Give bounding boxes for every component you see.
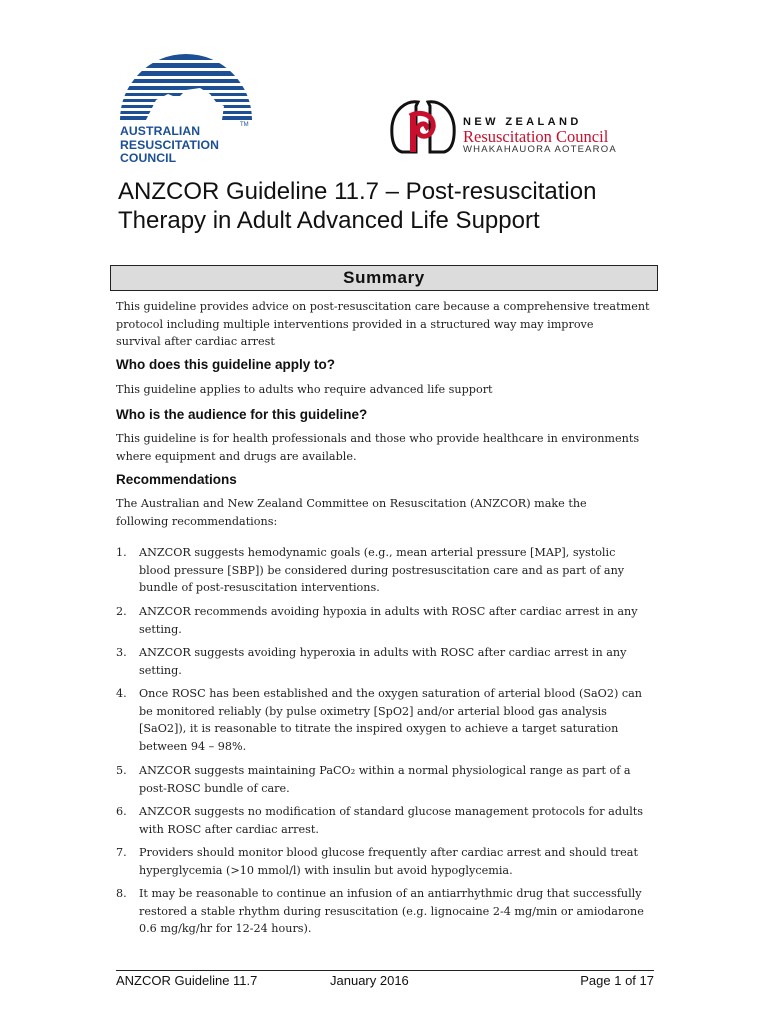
recommendation-line: restored a stable rhythm during resuscitation (e.g. lignocaine 2-4 mg/min or amiodarone <box>139 904 644 918</box>
nzrc-line-2: Resuscitation Council <box>463 127 609 146</box>
recommendation-line: ANZCOR suggests hemodynamic goals (e.g., mean arterial pressure [MAP], systolic <box>139 546 616 559</box>
recommendation-line: It may be reasonable to continue an infusion of an antiarrhythmic drug that successfully <box>139 887 642 900</box>
arc-line-2: RESUSCITATION <box>120 137 220 152</box>
recommendation-number: 3. <box>116 646 127 659</box>
recommendation-line: ANZCOR recommends avoiding hypoxia in adults with ROSC after cardiac arrest in any <box>139 605 638 618</box>
recommendation-line: [SaO2]), it is reasonable to titrate the inspired oxygen to achieve a target saturation <box>139 722 619 735</box>
intro-paragraph <box>116 298 652 351</box>
audience-line: where equipment and drugs are available. <box>116 449 357 463</box>
recommendation-number: 5. <box>116 764 127 777</box>
audience-paragraph <box>116 430 652 465</box>
recommendation-number: 4. <box>116 687 127 700</box>
footer-document-name: ANZCOR Guideline 11.7 <box>116 973 258 988</box>
recommendation-number: 2. <box>116 605 127 618</box>
recommendation-line: ANZCOR suggests maintaining PaCO₂ within a normal physiological range as part of a <box>139 764 631 777</box>
recommendation-line: with ROSC after cardiac arrest. <box>139 822 319 836</box>
title-line-2: Therapy in Adult Advanced Life Support <box>118 207 540 234</box>
who-applies-heading: Who does this guideline apply to? <box>116 357 335 372</box>
recommendation-line: setting. <box>139 622 182 636</box>
recommendation-number: 1. <box>116 546 127 559</box>
title-line-1: ANZCOR Guideline 11.7 – Post-resuscitation <box>118 178 597 205</box>
recommendation-line: bundle of post-resuscitation interventions. <box>139 581 380 594</box>
recommendation-line: ANZCOR suggests avoiding hyperoxia in adults with ROSC after cardiac arrest in any <box>139 646 627 659</box>
recommendation-number: 7. <box>116 846 127 859</box>
audience-line: This guideline is for health professionals and those who provide healthcare in environments <box>116 432 640 445</box>
recommendation-number: 8. <box>116 887 127 900</box>
summary-heading: Summary <box>110 265 658 291</box>
footer-page-number: Page 1 of 17 <box>580 973 654 988</box>
nzrc-line-1: NEW ZEALAND <box>463 116 582 128</box>
page-title <box>118 177 658 235</box>
page-footer <box>116 970 654 989</box>
audience-heading: Who is the audience for this guideline? <box>116 407 368 422</box>
intro-line: protocol including multiple interventions provided in a structured way may improve <box>116 317 594 331</box>
recommendations-intro-line: The Australian and New Zealand Committee on Resuscitation (ANZCOR) make the <box>116 497 587 510</box>
who-applies-text: This guideline applies to adults who require advanced life support <box>116 383 493 396</box>
recommendation-line: blood pressure [SBP]) be considered during postresuscitation care and as part of any <box>139 563 625 577</box>
recommendation-line: Once ROSC has been established and the oxygen saturation of arterial blood (SaO2) can <box>139 687 643 700</box>
recommendation-line: hyperglycemia (>10 mmol/l) with insulin but avoid hypoglycemia. <box>139 863 513 877</box>
recommendation-line: 0.6 mg/kg/hr for 12-24 hours). <box>139 922 312 935</box>
recommendation-line: setting. <box>139 663 182 677</box>
recommendations-intro-line: following recommendations: <box>116 514 278 528</box>
recommendation-line: between 94 – 98%. <box>139 739 247 753</box>
nzrc-logo-wordmark <box>463 116 617 155</box>
trademark-mark: TM <box>240 122 249 128</box>
recommendation-number: 6. <box>116 805 127 818</box>
nzrc-line-3: WHAKAHAUORA AOTEAROA <box>463 144 617 155</box>
intro-line: This guideline provides advice on post-resuscitation care because a comprehensive treatment <box>116 300 650 313</box>
nzrc-logo-emblem <box>388 96 458 156</box>
recommendation-line: post-ROSC bundle of care. <box>139 781 290 795</box>
recommendation-line: ANZCOR suggests no modification of standard glucose management protocols for adults <box>139 805 644 818</box>
arc-line-1: AUSTRALIAN <box>120 124 201 138</box>
recommendation-line: be monitored reliably (by pulse oximetry [SpO2] and/or arterial blood gas analysis <box>139 704 607 718</box>
recommendations-heading: Recommendations <box>116 472 237 487</box>
recommendation-line: Providers should monitor blood glucose frequently after cardiac arrest and should treat <box>139 846 638 859</box>
footer-date: January 2016 <box>330 973 409 988</box>
intro-line: survival after cardiac arrest <box>116 335 275 348</box>
recommendations-intro <box>116 495 652 530</box>
arc-line-3: COUNCIL <box>120 151 177 165</box>
arc-logo-wordmark <box>120 125 219 166</box>
